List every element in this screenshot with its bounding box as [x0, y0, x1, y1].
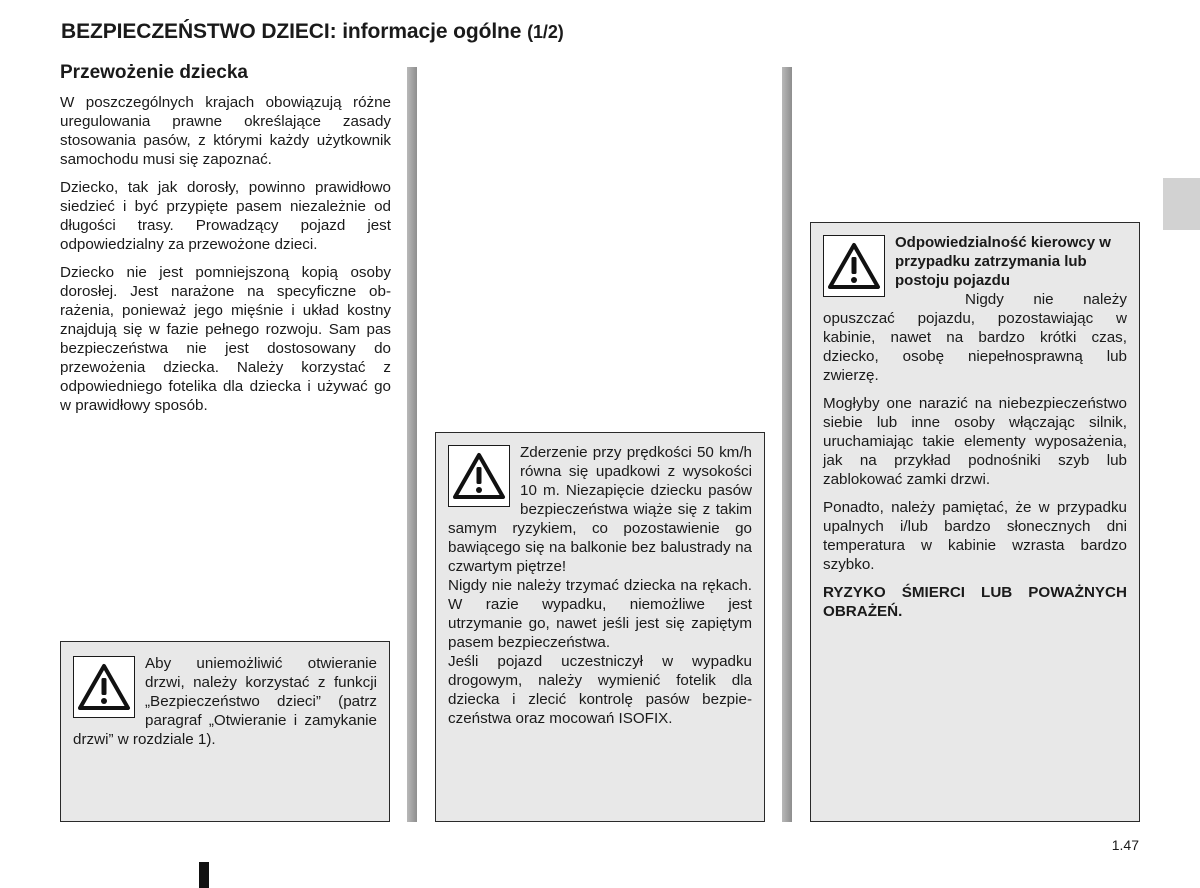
section-child-transport	[60, 62, 391, 424]
warning-text-part-2: Nigdy nie należy trzymać dziecka na rękach. W razie wypadku, niemożliwe jest utrzymanie go, nawet jeśli jest się zapiętym pasem bezpieczeństwa.	[448, 577, 752, 651]
warning-heading: Odpowiedzialność kierowcy w przypadku zatrzymania lub postoju pojazdu	[895, 234, 1111, 289]
crop-mark	[199, 862, 209, 888]
column-divider-left	[407, 67, 417, 822]
column-divider-right	[782, 67, 792, 822]
warning-box-crash	[435, 432, 765, 822]
warning-text-part-3: Jeśli pojazd uczestniczył w wypadku drogowym, należy wymienić fotelik dla dziecka i zlecić kontrolę pasów bezpieczeństwa oraz mocowań ISOFIX.	[448, 653, 752, 727]
page-title	[61, 20, 564, 44]
warning-triangle-icon	[823, 235, 885, 297]
section-paragraph-3: Dziecko nie jest pomniejszoną kopią osoby dorosłej. Jest narażone na specyficzne obrażenia, ponieważ jego mięśnie i układ kostny znajdują się w fazie pełnego rozwoju. Sam pas bezpieczeństwa nie jest dostosowany do przewożenia dziecka. Należy korzystać z odpowiedniego fotelika dla dziecka i używać go w prawidłowy sposób.	[60, 264, 391, 414]
section-heading: Przewożenie dziecka	[60, 62, 248, 83]
section-paragraph-2: Dziecko, tak jak dorosły, powinno prawidłowo siedzieć i być przypięte pasem niezależnie od długości trasy. Prowadzący pojazd jest odpowiedzialny za przewożone dzieci.	[60, 179, 391, 253]
page-title-part: (1/2)	[527, 22, 564, 42]
page-number: 1.47	[1111, 837, 1139, 853]
warning-box-child-lock	[60, 641, 390, 822]
warning-text-part-1: Zderzenie przy prędkości 50 km/h równa się upadkowi z wysokości 10 m. Niezapięcie dziecku pasów bezpieczeństwa wiąże się z takim samym ryzykiem, co pozostawienie go bawiącego się na balkonie bez balustrady na czwartym piętrze!	[448, 444, 752, 575]
warning-paragraph-1: Nigdy nie należy opuszczać pojazdu, pozostawiając w kabinie, nawet na bardzo krótki czas, dziecko, osobę niepełnosprawną lub zwierzę.	[823, 291, 1127, 384]
page-title-main: BEZPIECZEŃSTWO DZIECI: informacje ogólne	[61, 20, 522, 43]
chapter-tab	[1163, 178, 1200, 230]
warning-paragraph-4: RYZYKO ŚMIERCI LUB POWAŻNYCH OBRAŻEŃ.	[823, 584, 1127, 620]
warning-paragraph-3: Ponadto, należy pamiętać, że w przypadku upalnych i/lub bardzo słonecznych dni temperatura w kabinie wzrasta bardzo szybko.	[823, 499, 1127, 573]
warning-box-driver-responsibility	[810, 222, 1140, 822]
warning-triangle-icon	[73, 656, 135, 718]
warning-text: Aby uniemożliwić otwieranie drzwi, należy korzystać z funkcji „Bezpieczeństwo dzieci” (patrz paragraf „Otwieranie i zamykanie drzwi” w rozdziale 1).	[73, 655, 377, 748]
warning-paragraph-2: Mogłyby one narazić na niebezpieczeństwo siebie lub inne osoby włączając silnik, uruchamiając takie elementy wyposażenia, jak na przykład podnośniki szyb lub zablokować zamki drzwi.	[823, 395, 1127, 488]
section-paragraph-1: W poszczególnych krajach obowiązują różne uregulowania prawne określające zasady stosowania pasów, z którymi każdy użytkownik samochodu musi się zapoznać.	[60, 94, 391, 168]
warning-triangle-icon	[448, 445, 510, 507]
